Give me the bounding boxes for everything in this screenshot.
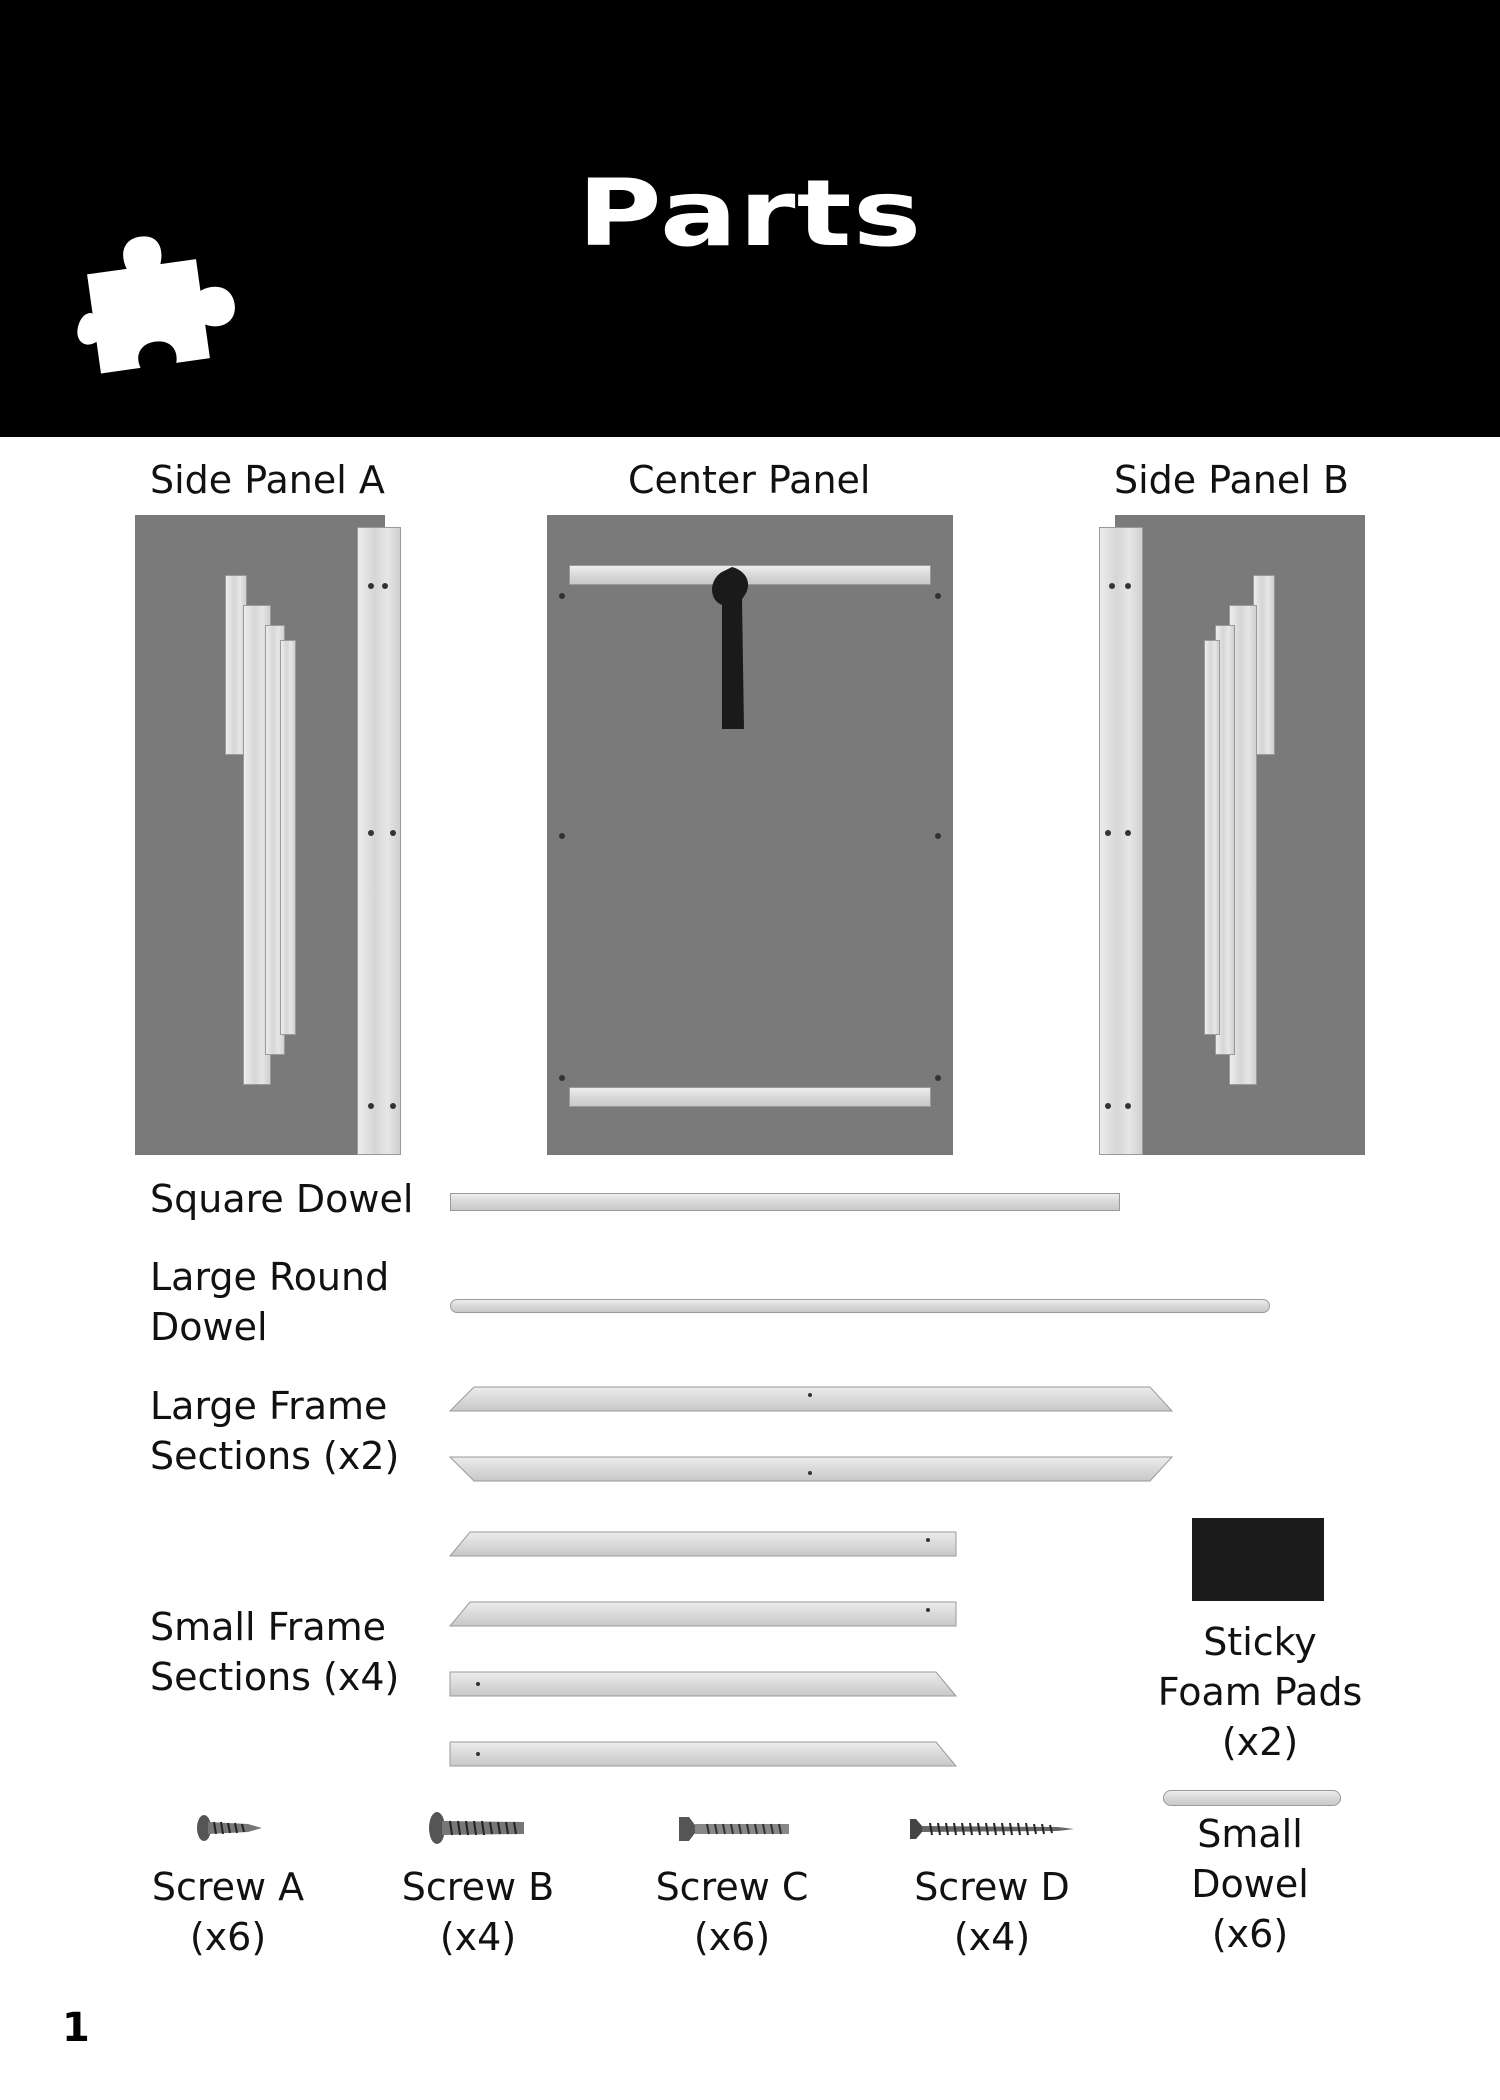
screw-c-qty: (x6) bbox=[693, 1915, 771, 1959]
large-round-dowel-image bbox=[450, 1299, 1270, 1313]
side-panel-a-image bbox=[135, 515, 405, 1155]
small-frame-label-line2: Sections (x4) bbox=[150, 1655, 400, 1699]
screw-a-label: Screw A bbox=[151, 1865, 305, 1909]
square-dowel-label: Square Dowel bbox=[150, 1177, 414, 1221]
screw-a-qty: (x6) bbox=[189, 1915, 267, 1959]
small-dowel-qty: (x6) bbox=[1211, 1912, 1289, 1956]
small-frame-label-line1: Small Frame bbox=[150, 1605, 387, 1649]
page-number: 1 bbox=[62, 2005, 90, 2051]
screw-b-icon bbox=[428, 1810, 528, 1846]
foam-pads-label-line1: Sticky bbox=[1203, 1620, 1317, 1664]
page-title: Parts bbox=[577, 160, 923, 267]
small-dowel-image bbox=[1163, 1790, 1341, 1806]
screw-c-icon bbox=[677, 1813, 793, 1845]
screw-d-qty: (x4) bbox=[953, 1915, 1031, 1959]
page-header bbox=[0, 0, 1500, 437]
center-panel-label: Center Panel bbox=[628, 458, 871, 502]
center-panel-image bbox=[547, 515, 953, 1155]
screw-c-label: Screw C bbox=[655, 1865, 809, 1909]
large-frame-label-line1: Large Frame bbox=[150, 1384, 388, 1428]
side-panel-b-image bbox=[1095, 515, 1365, 1155]
screw-a-icon bbox=[196, 1813, 266, 1843]
foam-pads-qty: (x2) bbox=[1221, 1720, 1299, 1764]
large-frame-label-line2: Sections (x2) bbox=[150, 1434, 400, 1478]
side-panel-b-label: Side Panel B bbox=[1114, 458, 1349, 502]
side-panel-a-label: Side Panel A bbox=[150, 458, 385, 502]
large-frame-sections-image bbox=[448, 1385, 1178, 1485]
screw-b-label: Screw B bbox=[401, 1865, 555, 1909]
small-frame-sections-image bbox=[448, 1530, 958, 1770]
foam-pad-image bbox=[1192, 1518, 1324, 1601]
square-dowel-image bbox=[450, 1193, 1120, 1211]
foam-pads-label-line2: Foam Pads bbox=[1157, 1670, 1363, 1714]
screw-b-qty: (x4) bbox=[439, 1915, 517, 1959]
large-round-dowel-label-line1: Large Round bbox=[150, 1255, 390, 1299]
screw-d-icon bbox=[908, 1815, 1076, 1843]
large-round-dowel-label-line2: Dowel bbox=[150, 1305, 268, 1349]
screw-d-label: Screw D bbox=[914, 1865, 1070, 1909]
small-dowel-label-line2: Dowel bbox=[1191, 1862, 1309, 1906]
small-dowel-label-line1: Small bbox=[1197, 1812, 1303, 1856]
